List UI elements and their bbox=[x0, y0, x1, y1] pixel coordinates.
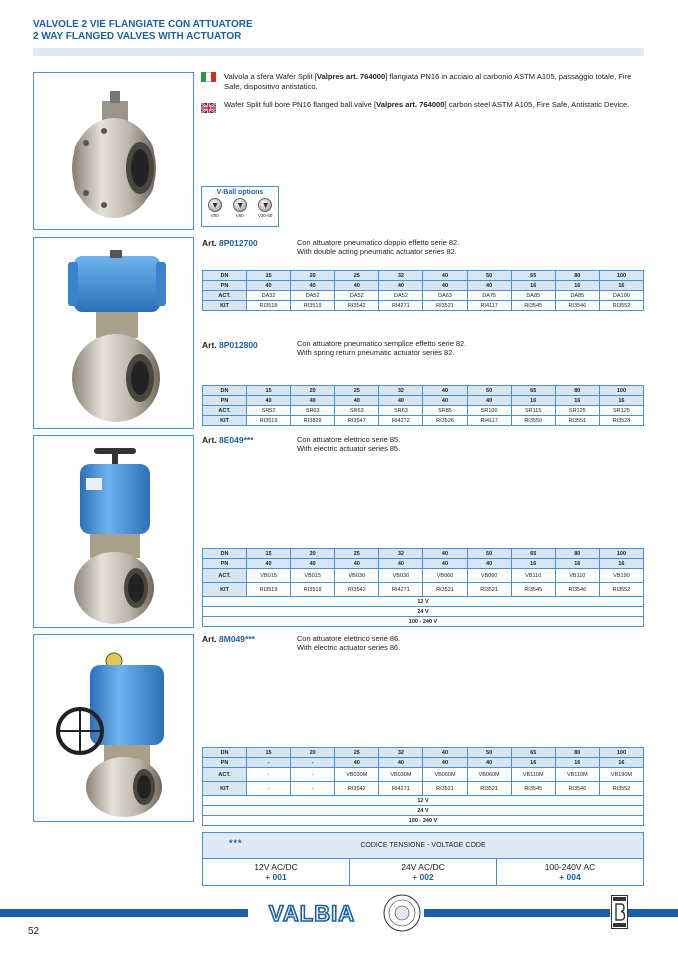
vball-option: V60 bbox=[233, 198, 247, 218]
spec-table bbox=[202, 385, 644, 426]
article-code: Art. 8P012800 bbox=[202, 340, 258, 350]
uk-flag-icon bbox=[201, 100, 216, 110]
voltage-row: 24 V bbox=[203, 806, 644, 816]
table-row: PN 40 40 40 40 40 40 16 16 16 bbox=[203, 281, 644, 291]
footer-bar-right bbox=[424, 909, 610, 917]
intro-text-en: Wafer Split full bore PN16 flanged ball valve [Valpres art. 764000] carbon steel ASTM A105, Fire Safe, Antistatic Device. bbox=[224, 100, 630, 109]
table-row: ACT. DA32 DA52 DA52 DA52 DA63 DA75 DA85 DA85 DA100 bbox=[203, 291, 644, 301]
voltage-code-stars: *** bbox=[229, 838, 243, 848]
table-row: PN - - 40 40 40 40 16 16 16 bbox=[203, 758, 644, 768]
electric-valve-photo bbox=[33, 435, 194, 628]
electric-handwheel-valve-photo bbox=[33, 634, 194, 822]
valbia-logo bbox=[256, 900, 368, 926]
article-description: Con attuatore pneumatico semplice effetto serie 82. With spring return pneumatic actuator series 82. bbox=[297, 339, 467, 357]
table-row: KIT RI3519 RI3829 RI3547 RI4272 RI3526 RI4117 RI3550 RI3551 RI3528 bbox=[203, 416, 644, 426]
pneumatic-valve-photo bbox=[33, 237, 194, 429]
vball-options-box bbox=[201, 186, 279, 227]
table-row: DN 15 20 25 32 40 50 65 80 100 bbox=[203, 549, 644, 559]
voltage-code-item: 24V AC/DC + 002 bbox=[350, 859, 497, 886]
spec-table bbox=[202, 747, 644, 826]
header-bar bbox=[33, 48, 644, 56]
valve-photo bbox=[33, 72, 194, 230]
certification-seal-icon bbox=[382, 893, 422, 933]
svg-text:VALBIA: VALBIA bbox=[268, 901, 356, 926]
table-row: ACT. VB015 VB015 VB030 VB030 VB060 VB060 VB110 VB110 VB190 bbox=[203, 569, 644, 583]
page-number: 52 bbox=[28, 926, 40, 937]
italy-flag-icon bbox=[201, 72, 216, 82]
footer-bar-end bbox=[628, 909, 678, 917]
voltage-code-title: CODICE TENSIONE - VOLTAGE CODE bbox=[360, 842, 486, 849]
table-row: PN 40 40 40 40 40 40 16 16 16 bbox=[203, 396, 644, 406]
article-code: Art. 8M049*** bbox=[202, 634, 255, 644]
spec-table bbox=[202, 548, 644, 627]
table-row: PN 40 40 40 40 40 40 16 16 16 bbox=[203, 559, 644, 569]
header-title-en: 2 WAY FLANGED VALVES WITH ACTUATOR bbox=[33, 31, 242, 42]
article-description: Con attuatore elettrico serie 85. With electric actuator series 85. bbox=[297, 435, 401, 453]
vball-option: V90 bbox=[208, 198, 222, 218]
voltage-row: 12 V bbox=[203, 796, 644, 806]
ball-icon bbox=[258, 198, 272, 212]
voltage-row: 24 V bbox=[203, 607, 644, 617]
table-row: DN 15 20 25 32 40 50 65 80 100 bbox=[203, 748, 644, 758]
table-row: DN 15 20 25 32 40 50 65 80 100 bbox=[203, 271, 644, 281]
article-code: Art. 8P012700 bbox=[202, 238, 258, 248]
header-title-it: VALVOLE 2 VIE FLANGIATE CON ATTUATORE bbox=[33, 19, 253, 30]
vball-option: V30-60 bbox=[258, 198, 273, 218]
table-row: KIT - - RI3542 RI4271 RI3521 RI3521 RI3545 RI3546 RI3552 bbox=[203, 782, 644, 796]
spec-table bbox=[202, 270, 644, 311]
voltage-code-box bbox=[202, 832, 644, 886]
footer-bar-left bbox=[0, 909, 248, 917]
table-row: KIT RI3519 RI3519 RI3542 RI4271 RI3521 RI3521 RI3545 RI3546 RI3552 bbox=[203, 583, 644, 597]
voltage-row: 12 V bbox=[203, 597, 644, 607]
table-row: ACT. SR52 SR63 SR63 SR63 SR85 SR100 SR115 SR125 SR125 bbox=[203, 406, 644, 416]
article-description: Con attuatore pneumatico doppio effetto serie 82. With double acting pneumatic actuator series 82. bbox=[297, 238, 460, 256]
voltage-row: 100 - 240 V bbox=[203, 816, 644, 826]
ball-icon bbox=[233, 198, 247, 212]
page-header bbox=[33, 19, 253, 43]
article-code: Art. 8E049*** bbox=[202, 435, 254, 445]
vball-title: V-Ball options bbox=[216, 189, 264, 196]
voltage-row: 100 - 240 V bbox=[203, 617, 644, 627]
table-row: DN 15 20 25 32 40 50 65 80 100 bbox=[203, 386, 644, 396]
voltage-code-item: 100-240V AC + 004 bbox=[544, 862, 596, 882]
article-description: Con attuatore elettrico serie 86. With electric actuator series 86. bbox=[297, 634, 401, 652]
brand-emblem-icon bbox=[611, 895, 628, 929]
voltage-code-item: 12V AC/DC + 001 bbox=[203, 859, 350, 886]
ball-icon bbox=[208, 198, 222, 212]
intro-text-it: Valvola a sfera Wafer Split [Valpres art. 764000] flangiata PN16 in acciaio al carbonio ASTM A105, passaggio totale, Fire Safe, dispositivo antistatico. bbox=[224, 72, 632, 91]
table-row: KIT RI3518 RI3519 RI3542 RI4271 RI3521 RI4117 RI3545 RI3546 RI3552 bbox=[203, 301, 644, 311]
table-row: ACT. - - VB030M VB030M VB060M VB060M VB110M VB110M VB190M bbox=[203, 768, 644, 782]
